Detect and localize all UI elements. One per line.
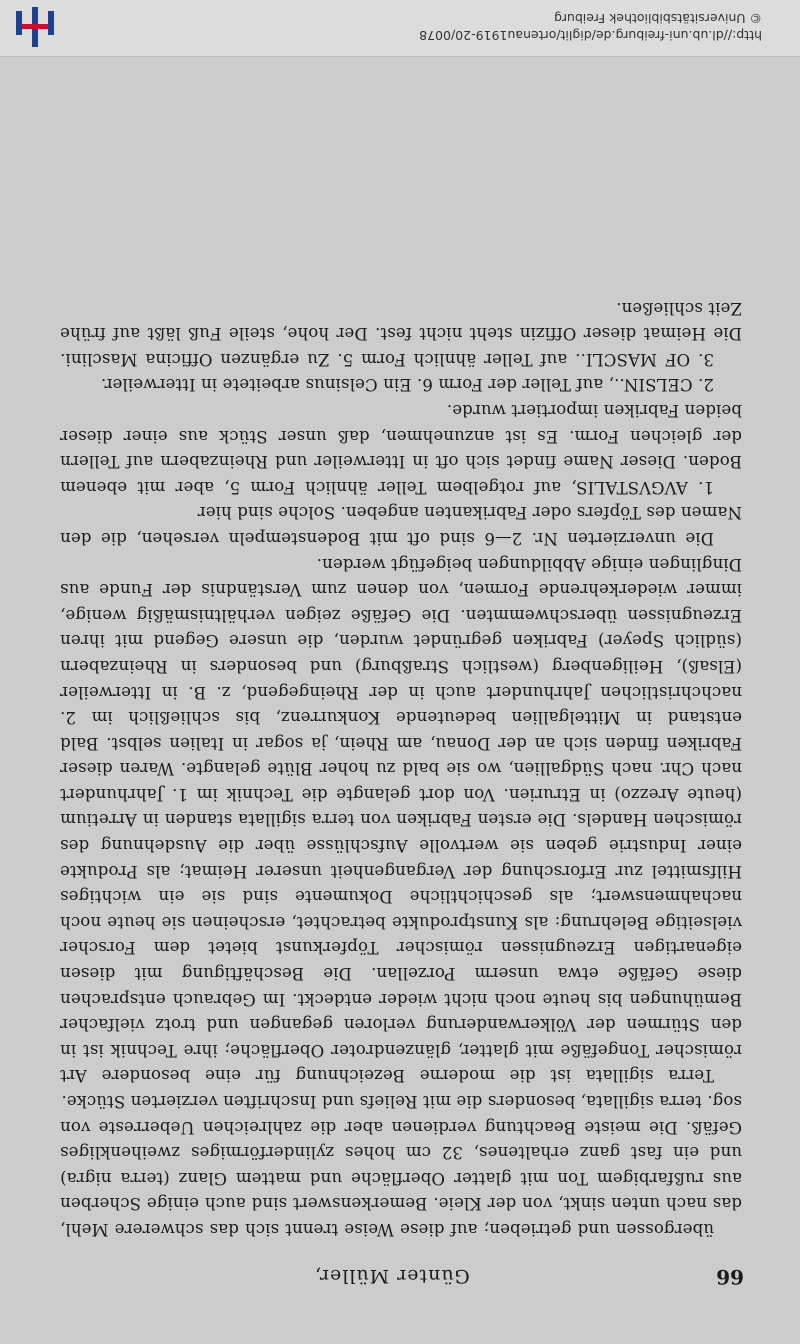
page-number: 66 [716,1265,744,1289]
paragraph: Die unverzierten Nr. 2—6 sind oft mit Bodenstempeln versehen, die den Namen des Töpfers oder Fabrikanten angeben. Solche sind hier [60,503,742,548]
running-head: Günter Müller, [314,1265,470,1287]
university-logo-icon [10,6,60,50]
paragraph: übergossen und getrieben; auf diese Weise trennt sich das schwerere Mehl, das nach unten sinkt, von der Kleie. Bemerkenswert sind auch einige Scherben aus rußfarbigem Ton mit glatter Oberfläche und mattem Glanz (terra nigra) und ein fast ganz erhaltenes, 32 cm hohes zylinderförmiges zweihenkliges Gefäß. Die meiste Beachtung verdienen aber die zahlreichen Ueberreste von sog. terra sigillata, besonders die mit Reliefs und Inschriften verzierten Stücke. [60,1092,742,1239]
footer-bar [0,0,800,57]
copyright-notice: © Universitätsbibliothek Freiburg [554,11,762,27]
page-header [64,1259,744,1289]
source-url[interactable]: http://dl.ub.uni-freiburg.de/diglit/ortenau1919-20/0078 [419,28,762,44]
page-text [60,295,742,1242]
list-item: 3. OF MASCLI.. auf Teller ähnlich Form 5. Zu ergänzen Officina Masclini. Die Heimat dieser Offizin steht nicht fest. Der hohe, steile Fuß läßt auf frühe Zeit schließen. [60,298,742,369]
list-item: 2. CELSIN.., auf Teller der Form 6. Ein Celsinus arbeitete in Itterweiler. [100,375,714,395]
footer-text [60,11,800,45]
scanned-page [0,57,800,1344]
paragraph: Terra sigillata ist die moderne Bezeichnung für eine besondere Art römischer Tongefäße mit glatter, glänzendroter Oberfläche; ihre Technik ist in den Stürmen der Völkerwanderung verloren gegangen und trotz vielfacher Bemühungen bis heute noch nicht wieder entdeckt. Im Gebrauch entsprachen diese Gefäße etwa unserm Porzellan. Die Beschäftigung mit diesen eigenartigen Erzeugnissen römischer Töpferkunst bietet dem Forscher vielseitige Belehrung: als Kunstprodukte betrachtet, erscheinen sie heute noch nachahmenswert; als geschichtliche Dokumente sind sie ein wichtiges Hilfsmittel zur Erforschung der Vergangenheit unserer Heimat; als Produkte einer Industrie geben sie wertvolle Aufschlüsse über die Ausdehnung des römischen Handels. Die ersten Fabriken von terra sigillata standen in Arretium (heute Arezzo) in Etrurien. Von dort gelangte die Technik im 1. Jahrhundert nach Chr. nach Südgallien, wo sie bald zu hoher Blüte gelangte. Waren dieser Fabriken finden sich an der Donau, am Rhein, ja sogar in Italien selbst. Bald entstand in Mittelgallien bedeutende Konkurrenz, bis schließlich im 2. nachchristlichen Jahrhundert auch in der Rheingegend, z. B. in Itterweiler (Elsaß), Heiligenberg (westlich Straßburg) und besonders in Rheinzabern (südlich Speyer) Fabriken gegründet wurden, die unsere Gegend mit ihren Erzeugnissen überschwemmten. Die Gefäße zeigen verhältnismäßig wenige, immer wiederkehrende Formen, von denen zum Verständnis der Funde aus Dinglingen einige Abbildungen beigefügt werden. [60,554,742,1086]
list-item: 1. AVGVSTALIS, auf rotgelbem Teller ähnlich Form 5, aber mit ebenem Boden. Dieser Name findet sich oft in Itterweiler und Rheinzabern auf Tellern der gleichen Form. Es ist anzunehmen, daß unser Stück aus einer dieser beiden Fabriken importiert wurde. [60,401,742,497]
